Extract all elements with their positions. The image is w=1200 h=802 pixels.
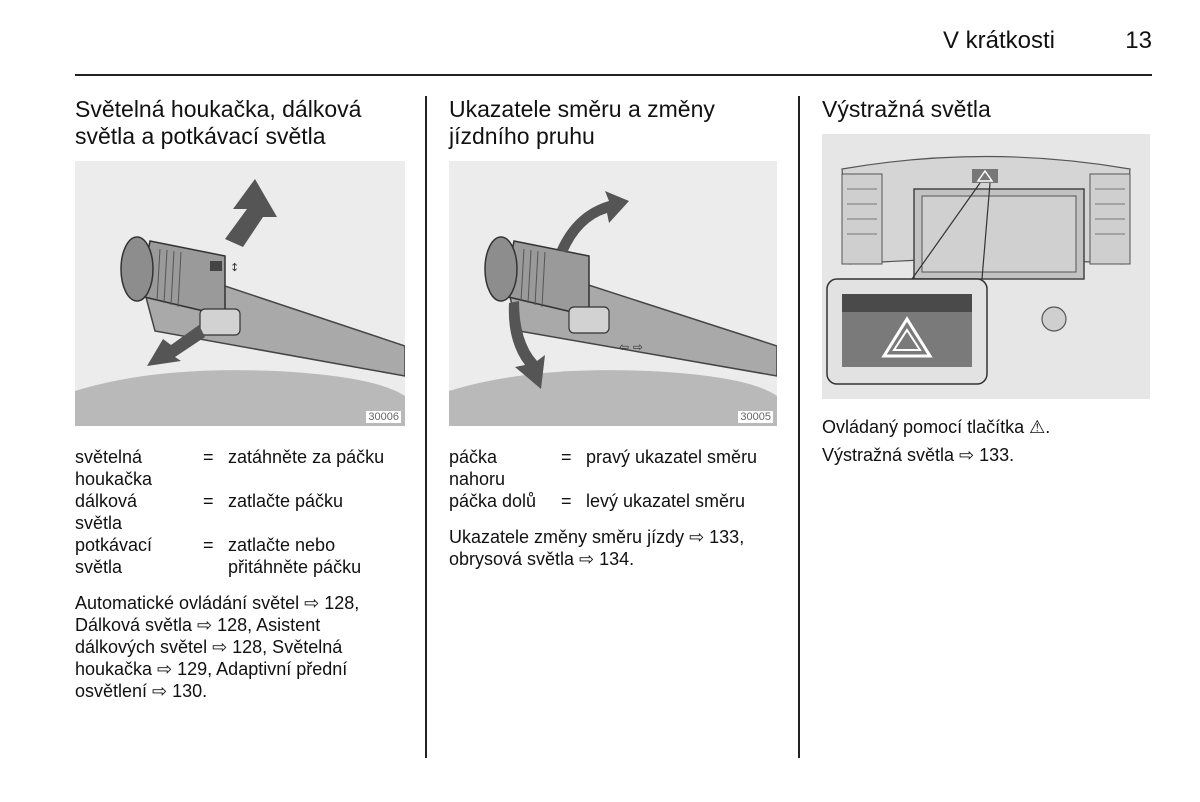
term: houkačka: [75, 469, 153, 489]
term: světla: [75, 513, 123, 533]
equals-sign: =: [203, 447, 214, 467]
definition-row: [449, 490, 757, 512]
definition-list: [75, 446, 384, 578]
term: páčka dolů: [449, 491, 537, 511]
paragraph-line: obrysová světla ⇨ 134.: [449, 549, 635, 569]
column-divider-1: [425, 96, 427, 758]
term: světelná: [75, 447, 143, 467]
paragraph: [449, 526, 779, 570]
section-title: V krátkosti: [942, 27, 1055, 54]
term: páčka: [449, 447, 498, 467]
equals-sign: =: [561, 491, 572, 511]
page-number: 13: [1125, 27, 1152, 54]
svg-text:⇦ ⇨: ⇦ ⇨: [619, 340, 643, 354]
lever-figure: [449, 161, 777, 426]
equals-sign: =: [561, 447, 572, 467]
figure-number: 30006: [368, 411, 399, 423]
figure-number: 30005: [740, 411, 771, 423]
heading-line: Výstražná světla: [822, 96, 991, 122]
equals-sign: =: [203, 535, 214, 555]
equals-sign: =: [203, 491, 214, 511]
term: světla: [75, 557, 123, 577]
paragraph-line: houkačka ⇨ 129, Adaptivní přední: [75, 659, 348, 679]
lever-figure: [75, 161, 405, 426]
heading-line: Ukazatele směru a změny: [449, 96, 715, 122]
term: nahoru: [449, 469, 506, 489]
paragraph-line: Dálková světla ⇨ 128, Asistent: [75, 615, 321, 635]
column-turn-signals: [449, 96, 779, 570]
dashboard-illustration: [822, 134, 1150, 399]
description: přitáhněte páčku: [228, 557, 362, 577]
paragraph-line: Výstražná světla ⇨ 133.: [822, 445, 1015, 465]
dashboard-figure: [822, 134, 1150, 399]
description: zatlačte nebo: [228, 535, 336, 555]
definition-row: [75, 534, 384, 578]
column-heading: [75, 96, 405, 150]
paragraph-line: dálkových světel ⇨ 128, Světelná: [75, 637, 343, 657]
definition-list: [449, 446, 757, 512]
definition-row: [75, 490, 384, 534]
heading-line: světla a potkávací světla: [75, 123, 326, 149]
lever-illustration: [75, 161, 405, 426]
paragraph-line: Ovládaný pomocí tlačítka ⚠.: [822, 417, 1051, 437]
column-divider-2: [798, 96, 800, 758]
description: zatlačte páčku: [228, 491, 344, 511]
column-heading: [449, 96, 779, 150]
definition-row: [75, 446, 384, 490]
paragraph: [822, 416, 1152, 466]
paragraph-line: Automatické ovládání světel ⇨ 128,: [75, 593, 360, 613]
heading-line: Světelná houkačka, dálková: [75, 96, 362, 122]
column-heading: [822, 96, 1152, 123]
paragraph: [75, 592, 405, 702]
definition-row: [449, 446, 757, 490]
lever-illustration: [449, 161, 777, 426]
description: levý ukazatel směru: [586, 491, 746, 511]
header-rule: [75, 74, 1152, 76]
description: zatáhněte za páčku: [228, 447, 385, 467]
column-hazard-lights: [822, 96, 1152, 466]
description: pravý ukazatel směru: [586, 447, 758, 467]
term: dálková: [75, 491, 138, 511]
heading-line: jízdního pruhu: [449, 123, 595, 149]
paragraph-line: Ukazatele změny směru jízdy ⇨ 133,: [449, 527, 745, 547]
paragraph-line: osvětlení ⇨ 130.: [75, 681, 208, 701]
term: potkávací: [75, 535, 153, 555]
svg-text:↕: ↕: [230, 261, 240, 274]
column-lights: [75, 96, 405, 702]
